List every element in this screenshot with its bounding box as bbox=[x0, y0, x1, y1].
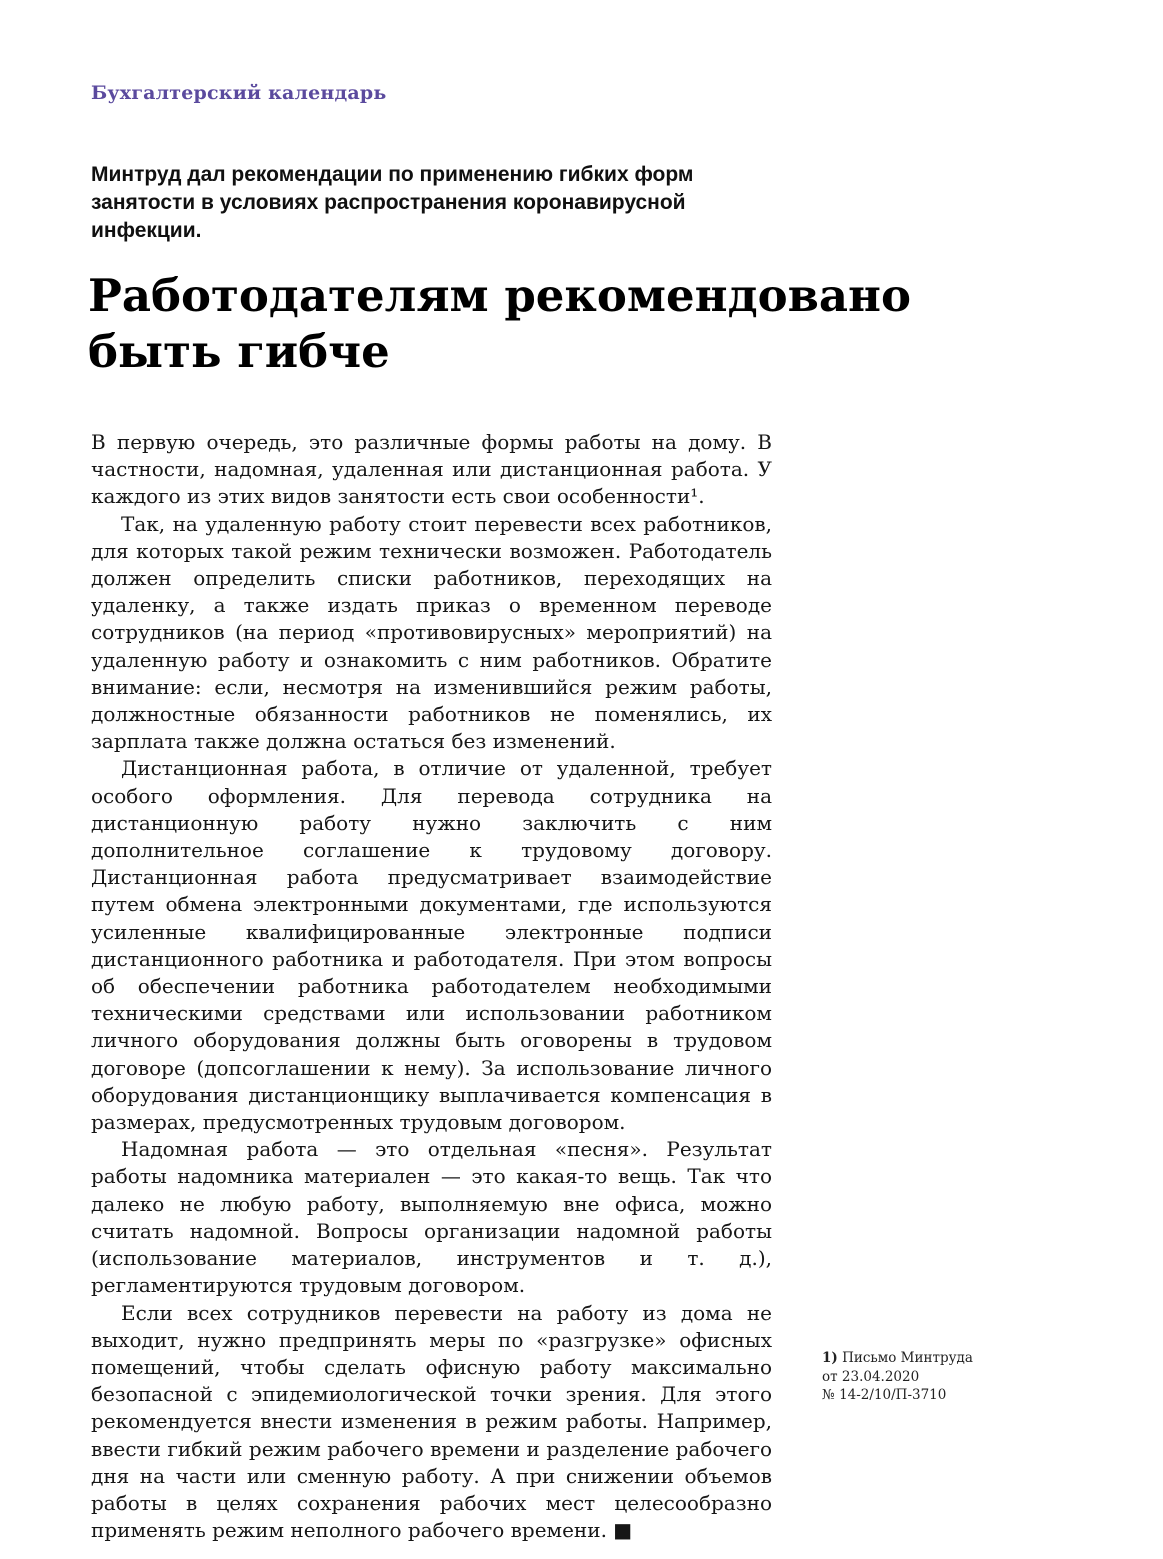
paragraph-3: Дистанционная работа, в отличие от удаленной, требует особого оформления. Для перевода сотрудника на дистанционную работу нужно заключить с ним дополнительное соглашение к трудовому договору. Дистанционная работа предусматривает взаимодействие путем обмена электронными документами, где используются усиленные квалифицированные электронные подписи дистанционного работника и работодателя. При этом вопросы об обеспечении работника работодателем необходимыми техническими средствами или использовании работником личного оборудования должны быть оговорены в трудовом договоре (допсоглашении к нему). За использование личного оборудования дистанционщику выплачивается компенсация в размерах, предусмотренных трудовым договором. bbox=[91, 756, 772, 1135]
footnote-line-3: № 14-2/10/П-3710 bbox=[822, 1387, 947, 1404]
footnote-line-2: от 23.04.2020 bbox=[822, 1368, 920, 1385]
footnote-text: Письмо Минтруда bbox=[842, 1350, 973, 1366]
paragraph-1: В первую очередь, это различные формы работы на дому. В частности, надомная, удаленная или дистанционная работа. У каждого из этих видов занятости есть свои особенности¹. bbox=[91, 430, 772, 509]
footnote-line-1 bbox=[822, 1349, 1042, 1368]
headline-line-2: быть гибче bbox=[88, 325, 390, 379]
paragraph-5: Если всех сотрудников перевести на работу из дома не выходит, нужно предпринять меры по «разгрузке» офисных помещений, чтобы сделать офисную работу максимально безопасной с эпидемиологической точки зрения. Для этого рекомендуется внести изменения в режим работы. Например, ввести гибкий режим рабочего времени и разделение рабочего дня на части или сменную работу. А при снижении объемов работы в целях сохранения рабочих мест целесообразно применять режим неполного рабочего времени. ■ bbox=[91, 1300, 772, 1543]
paragraph-2: Так, на удаленную работу стоит перевести всех работников, для которых такой режим технически возможен. Работодатель должен определить списки работников, переходящих на удаленку, а также издать приказ о временном переводе сотрудников (на период «противовирусных» мероприятий) на удаленную работу и ознакомить с ним работников. Обратите внимание: если, несмотря на изменившийся режим работы, должностные обязанности работников не поменялись, их зарплата также должна остаться без изменений. bbox=[91, 511, 772, 754]
article-body bbox=[91, 429, 772, 1544]
section-label: Бухгалтерский календарь bbox=[91, 82, 387, 104]
footnote bbox=[822, 1349, 1042, 1405]
paragraph-4: Надомная работа — это отдельная «песня». Результат работы надомника материален — это какая-то вещь. Так что далеко не любую работу, выполняемую вне офиса, можно считать надомной. Вопросы организации надомной работы (использование материалов, инструментов и т. д.), регламентируются трудовым договором. bbox=[91, 1137, 772, 1298]
headline-line-1: Работодателям рекомендовано bbox=[88, 269, 911, 322]
article-lead: Минтруд дал рекомендации по применению гибких форм занятости в условиях распространения коронавирусной инфекции. bbox=[91, 163, 694, 242]
footnote-marker: 1) bbox=[822, 1350, 838, 1366]
article-headline bbox=[88, 268, 911, 381]
